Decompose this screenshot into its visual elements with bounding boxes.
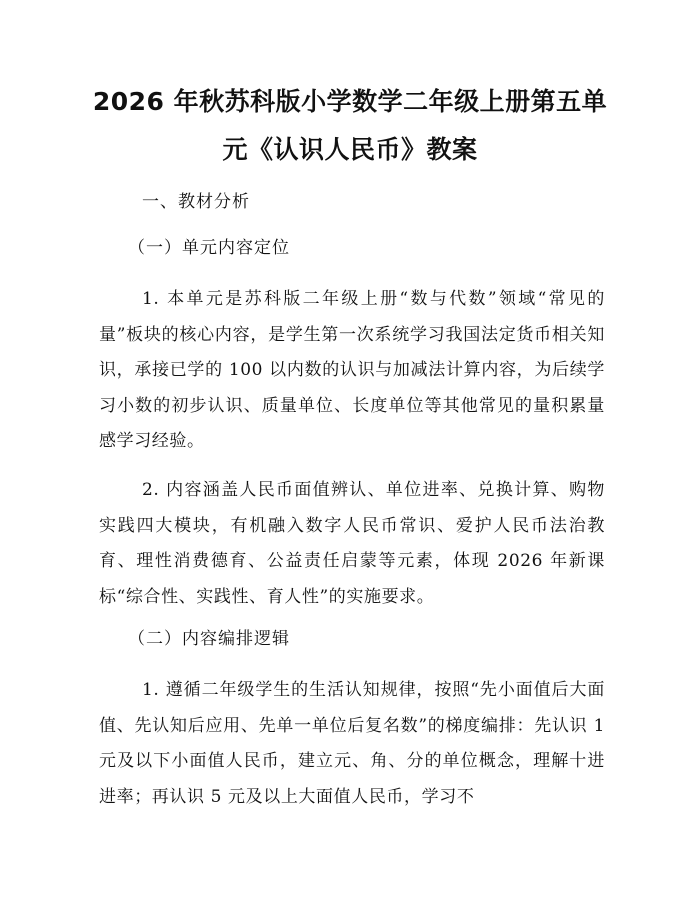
paragraph-2: 2. 内容涵盖人民币面值辨认、单位进率、兑换计算、购物实践四大模块，有机融入数字人民币常识、爱护人民币法治教育、理性消费德育、公益责任启蒙等元素，体现 2026 年新课标“综合性、实践性、育人性”的实施要求。 (99, 480, 605, 607)
paragraph-3: 1. 遵循二年级学生的生活认知规律，按照“先小面值后大面值、先认知后应用、先单一单位后复名数”的梯度编排：先认识 1 元及以下小面值人民币，建立元、角、分的单位概念，理解十进进率；再认识 5 元及以上大面值人民币，学习不 (99, 680, 605, 807)
document-title-line-2: 元《认识人民币》教案 (222, 135, 478, 164)
section-heading-textbook-analysis: 一、教材分析 (142, 192, 250, 212)
document-title-line-1: 2026 年秋苏科版小学数学二年级上册第五单 (92, 87, 608, 116)
subsection-heading-content-arrangement: （二）内容编排逻辑 (128, 629, 290, 649)
subsection-heading-unit-positioning: （一）单元内容定位 (128, 238, 290, 258)
paragraph-1: 1. 本单元是苏科版二年级上册“数与代数”领域“常见的量”板块的核心内容，是学生第一次系统学习我国法定货币相关知识，承接已学的 100 以内数的认识与加减法计算内容，为后续学习小数的初步认识、质量单位、长度单位等其他常见的量积累量感学习经验。 (99, 289, 605, 451)
